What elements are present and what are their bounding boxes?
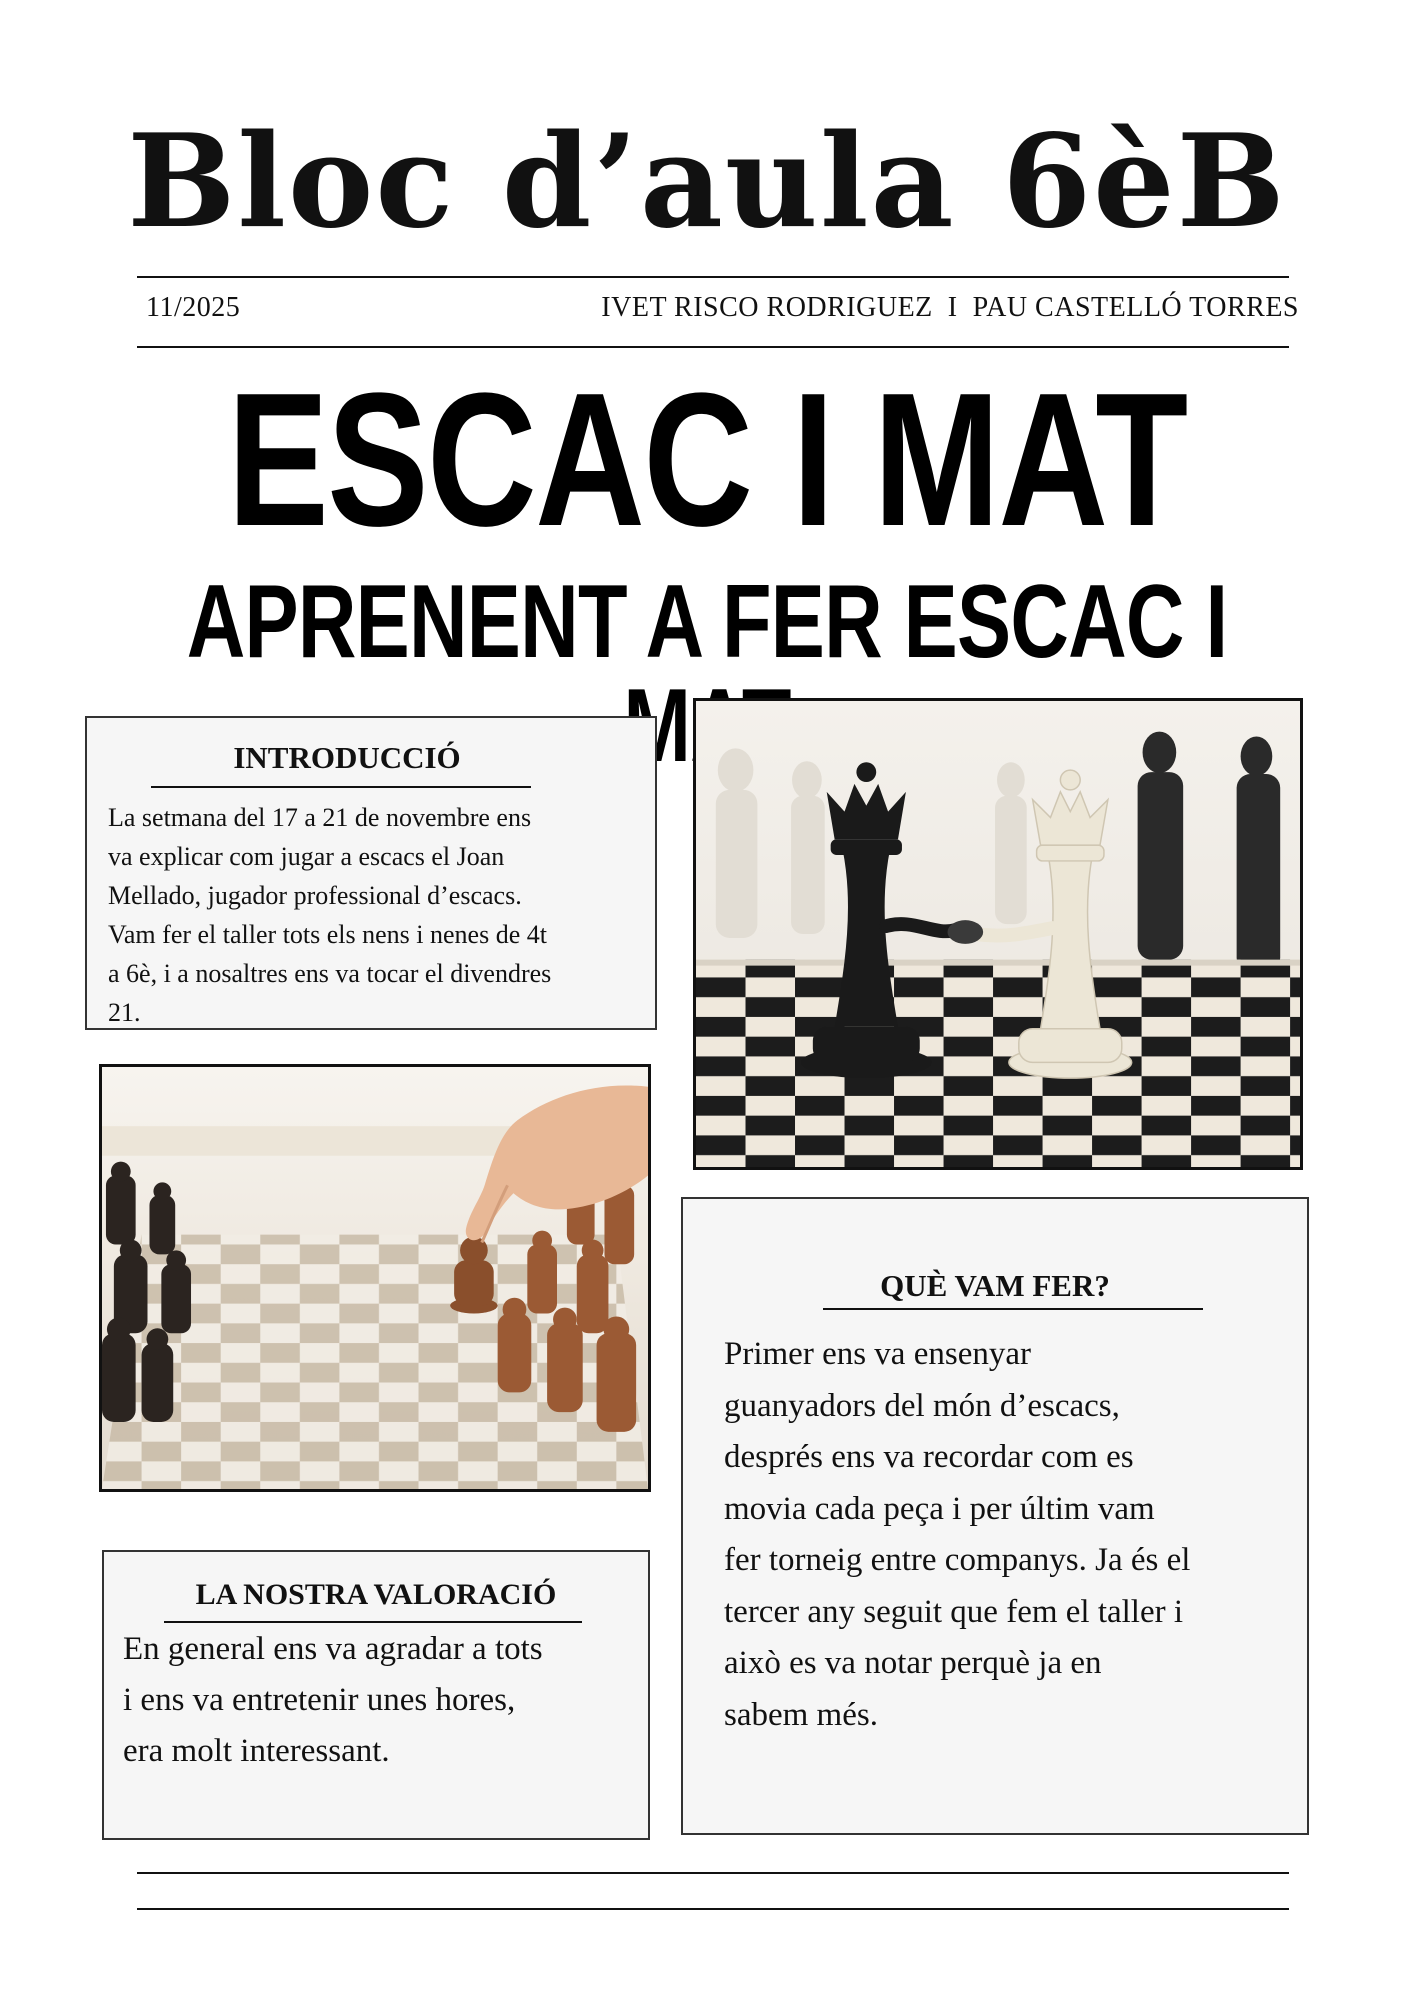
intro-line: a 6è, i a nosaltres ens va tocar el divendres xyxy=(108,959,552,988)
top-rule xyxy=(137,276,1289,278)
what-we-did-underline xyxy=(823,1308,1203,1310)
footer-rule-bottom xyxy=(137,1908,1289,1910)
what-we-did-line: Primer ens va ensenyar xyxy=(724,1336,1031,1372)
what-we-did-title: QUÈ VAM FER? xyxy=(880,1268,1110,1303)
intro-line: La setmana del 17 a 21 de novembre ens xyxy=(108,803,532,832)
queens-handshake-image xyxy=(693,698,1303,1170)
rating-text xyxy=(123,1624,543,1777)
what-we-did-line: tercer any seguit que fem el taller i xyxy=(724,1593,1184,1630)
rating-title: LA NOSTRA VALORACIÓ xyxy=(195,1578,557,1611)
what-we-did-box xyxy=(681,1197,1309,1835)
hand-illustration xyxy=(102,1067,648,1489)
intro-text xyxy=(108,798,551,1032)
intro-box xyxy=(85,716,657,1030)
intro-line: Mellado, jugador professional d’escacs. xyxy=(108,881,522,910)
what-we-did-line: fer torneig entre companys. Ja és el xyxy=(724,1542,1191,1578)
masthead-title: Bloc d’aula 6èB xyxy=(127,107,1287,257)
intro-line: Vam fer el taller tots els nens i nenes de 4t xyxy=(108,920,547,949)
rating-underline xyxy=(164,1621,582,1623)
rating-line: i ens va entretenir unes hores, xyxy=(123,1682,516,1718)
queens-illustration xyxy=(696,701,1300,1167)
what-we-did-line: això es va notar perquè ja en xyxy=(724,1645,1102,1681)
rating-line: En general ens va agradar a tots xyxy=(123,1631,543,1667)
what-we-did-line: sabem més. xyxy=(724,1696,878,1733)
authors: IVET RISCO RODRIGUEZ I PAU CASTELLÓ TORRES xyxy=(601,292,1299,323)
intro-title: INTRODUCCIÓ xyxy=(233,740,461,775)
meta-rule xyxy=(137,346,1289,348)
footer-rule-top xyxy=(137,1872,1289,1874)
what-we-did-line: guanyadors del món d’escacs, xyxy=(724,1387,1120,1424)
hand-moving-chess-piece-image xyxy=(99,1064,651,1492)
intro-title-underline xyxy=(151,786,531,788)
main-headline: ESCAC I MAT xyxy=(227,354,1187,566)
intro-line: 21. xyxy=(108,998,141,1027)
what-we-did-line: després ens va recordar com es xyxy=(724,1439,1134,1475)
sub-headline: APRENENT A FER ESCAC I xyxy=(186,564,1228,680)
rating-line: era molt interessant. xyxy=(123,1733,390,1769)
rating-box xyxy=(102,1550,650,1840)
issue-date: 11/2025 xyxy=(146,292,241,323)
what-we-did-line: movia cada peça i per últim vam xyxy=(724,1490,1155,1527)
intro-line: va explicar com jugar a escacs el Joan xyxy=(108,842,505,871)
what-we-did-text xyxy=(724,1329,1190,1741)
